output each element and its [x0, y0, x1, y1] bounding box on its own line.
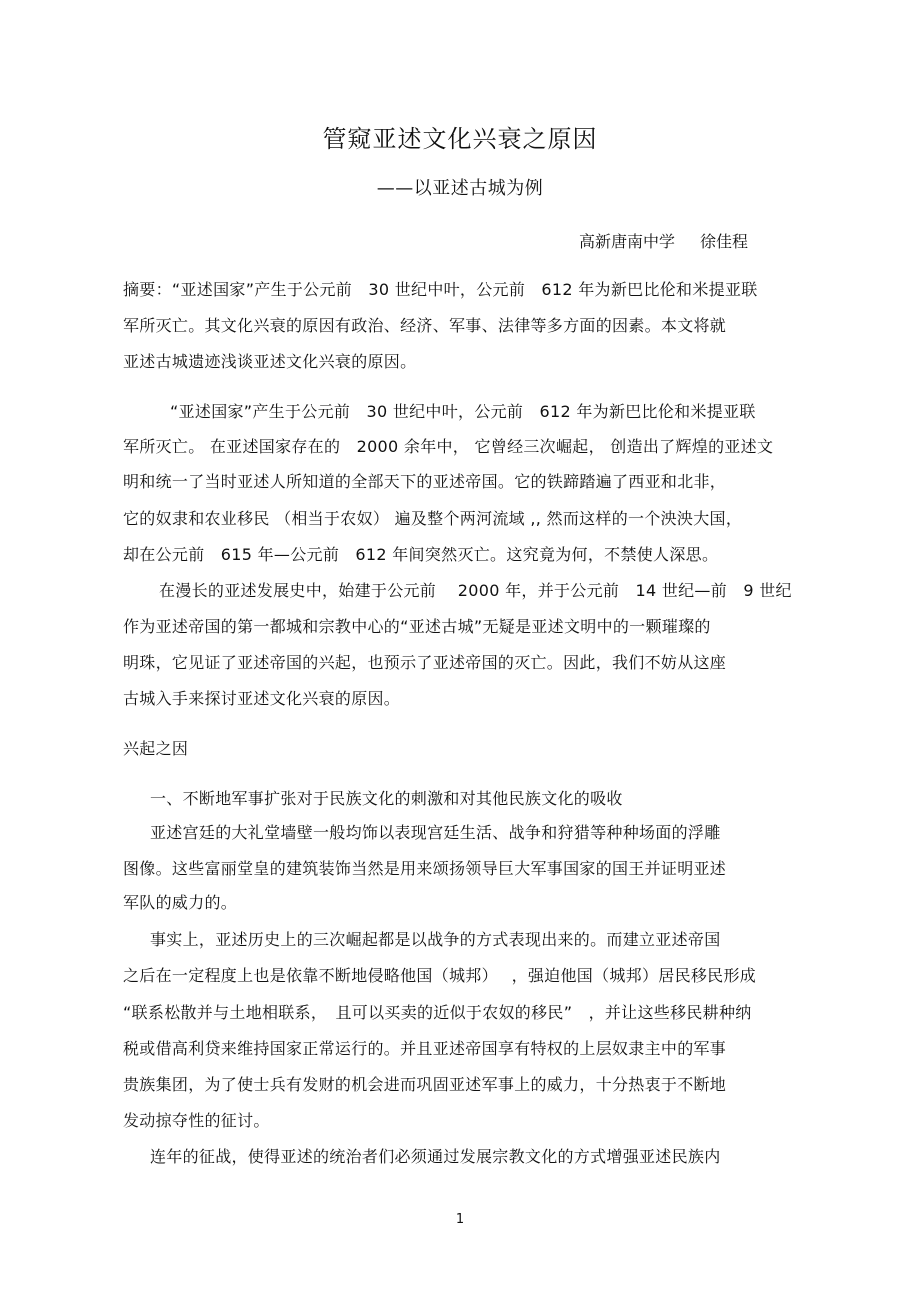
paragraph-line: 它的奴隶和农业移民 （相当于农奴） 遍及整个两河流域 ,, 然而这样的一个泱泱大国，: [123, 509, 743, 528]
paragraph-line: “亚述国家”产生于公元前 30 世纪中叶，公元前 612 年为新巴比伦和米提亚联: [170, 402, 756, 421]
document-subtitle: ——以亚述古城为例: [376, 178, 544, 199]
author-name: 徐佳程: [700, 232, 749, 251]
paragraph-line: 明和统一了当时亚述人所知道的全部天下的亚述帝国。它的铁蹄踏遍了西亚和北非，: [123, 472, 727, 491]
paragraph-line: 在漫长的亚述发展史中，始建于公元前 2000 年，并于公元前 14 世纪—前 9 世纪: [159, 581, 792, 600]
author-school: 高新唐南中学: [579, 232, 676, 251]
paragraph-line: 事实上，亚述历史上的三次崛起都是以战争的方式表现出来的。而建立亚述帝国: [150, 930, 721, 949]
paragraph-line: 军所灭亡。 在亚述国家存在的 2000 余年中， 它曾经三次崛起， 创造出了辉煌的亚述文: [123, 437, 774, 456]
paragraph-line: 连年的征战，使得亚述的统治者们必须通过发展宗教文化的方式增强亚述民族内: [150, 1147, 721, 1166]
paragraph-line: “联系松散并与土地相联系， 且可以买卖的近似于农奴的移民” ，并让这些移民耕种纳: [123, 1003, 752, 1022]
document-title: 管窥亚述文化兴衰之原因: [322, 125, 598, 153]
paragraph-line: 军队的威力的。: [123, 893, 238, 912]
paragraph-line: 税或借高利贷来维持国家正常运行的。并且亚述帝国享有特权的上层奴隶主中的军事: [123, 1039, 727, 1058]
paragraph-line: 古城入手来探讨亚述文化兴衰的原因。: [123, 689, 401, 708]
abstract-line: 摘要：“亚述国家”产生于公元前 30 世纪中叶，公元前 612 年为新巴比伦和米提亚联: [123, 280, 758, 299]
abstract-line: 军所灭亡。其文化兴衰的原因有政治、经济、军事、法律等多方面的因素。本文将就: [123, 316, 727, 335]
subsection-heading: 一、不断地军事扩张对于民族文化的刺激和对其他民族文化的吸收: [150, 789, 623, 808]
page-number: 1: [455, 1212, 465, 1227]
abstract-line: 亚述古城遗迹浅谈亚述文化兴衰的原因。: [123, 352, 417, 371]
paragraph-line: 图像。这些富丽堂皇的建筑装饰当然是用来颂扬领导巨大军事国家的国王并证明亚述: [123, 859, 727, 878]
paragraph-line: 亚述宫廷的大礼堂墙壁一般均饰以表现宫廷生活、战争和狩猎等种种场面的浮雕: [150, 823, 721, 842]
paragraph-line: 却在公元前 615 年—公元前 612 年间突然灭亡。这究竟为何，不禁使人深思。: [123, 545, 719, 564]
paragraph-line: 贵族集团，为了使士兵有发财的机会进而巩固亚述军事上的威力，十分热衷于不断地: [123, 1075, 727, 1094]
paragraph-line: 之后在一定程度上也是依靠不断地侵略他国（城邦） ，强迫他国（城邦）居民移民形成: [123, 966, 757, 985]
section-heading: 兴起之因: [123, 739, 189, 758]
paragraph-line: 明珠，它见证了亚述帝国的兴起，也预示了亚述帝国的灭亡。因此，我们不妨从这座: [123, 653, 727, 672]
paragraph-line: 作为亚述帝国的第一都城和宗教中心的“亚述古城”无疑是亚述文明中的一颗璀璨的: [123, 617, 711, 636]
paragraph-line: 发动掠夺性的征讨。: [123, 1111, 270, 1130]
